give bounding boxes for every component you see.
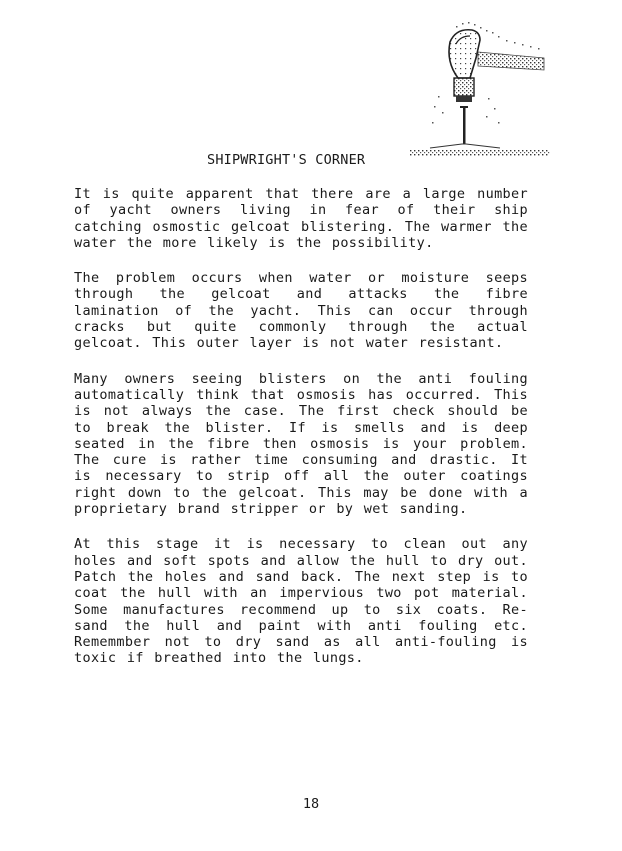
article-body (74, 186, 528, 686)
paragraph: It is quite apparent that there are a large number of yacht owners living in fear of their ship catching osmostic gelcoat blistering. The warmer the water the more likely is the possibility. (74, 186, 528, 251)
paragraph: The problem occurs when water or moisture seeps through the gelcoat and attacks the fibre lamination of the yacht. This can occur through cracks but quite commonly through the actual gelcoat. This outer layer is not water resistant. (74, 270, 528, 352)
page-number: 18 (302, 796, 320, 812)
hammer-hitting-nail-icon (410, 18, 550, 168)
page-title: SHIPWRIGHT'S CORNER (207, 152, 366, 168)
paragraph: Many owners seeing blisters on the anti fouling automatically think that osmosis has occurred. This is not always the case. The first check should be to break the blister. If is smells and is deep seated in the fibre then osmosis is your problem. The cure is rather time consuming and drastic. It is necessary to strip off all the outer coatings right down to the gelcoat. This may be done with a proprietary brand stripper or by wet sanding. (74, 370, 528, 518)
paragraph: At this stage it is necessary to clean out any holes and soft spots and allow the hull to dry out. Patch the holes and sand back. The next step is to coat the hull with an impervious two pot material. Some manufactures recommend up to six coats. Re-sand the hull and paint with anti fouling etc. Rememmber not to dry sand as all anti-fouling is toxic if breathed into the lungs. (74, 536, 528, 667)
